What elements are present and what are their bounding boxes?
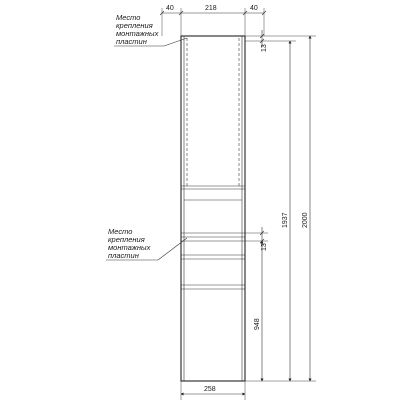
note-upper [114, 13, 187, 46]
top-dimension-chain [160, 5, 266, 36]
note-upper-line-1: Место [116, 13, 141, 22]
cabinet-outline [181, 36, 245, 381]
note-lower-line-3: монтажных [108, 243, 151, 252]
bottom-dimension [181, 381, 245, 400]
note-lower-line-4: пластин [108, 251, 139, 260]
dim-mount-height: 948 [254, 318, 261, 330]
dim-total-height: 2000 [302, 212, 309, 228]
dim-height-1937: 1937 [282, 212, 289, 228]
right-dimensions [245, 30, 316, 381]
dim-top-left: 40 [166, 5, 174, 12]
dim-mid-offset: 13 [261, 243, 268, 251]
note-lower-line-2: крепления [108, 235, 145, 244]
note-lower-line-1: Место [108, 227, 133, 236]
note-upper-line-3: монтажных [116, 29, 159, 38]
dim-bottom-width: 258 [204, 386, 216, 393]
note-upper-line-2: крепления [116, 21, 153, 30]
note-upper-line-4: пластин [116, 37, 147, 46]
hidden-lines-upper [187, 38, 239, 186]
dim-top-center: 218 [205, 5, 217, 12]
dim-top-offset: 13 [261, 44, 268, 52]
dim-top-right: 40 [250, 5, 258, 12]
shelf-lines [181, 186, 245, 289]
note-lower [106, 227, 187, 260]
